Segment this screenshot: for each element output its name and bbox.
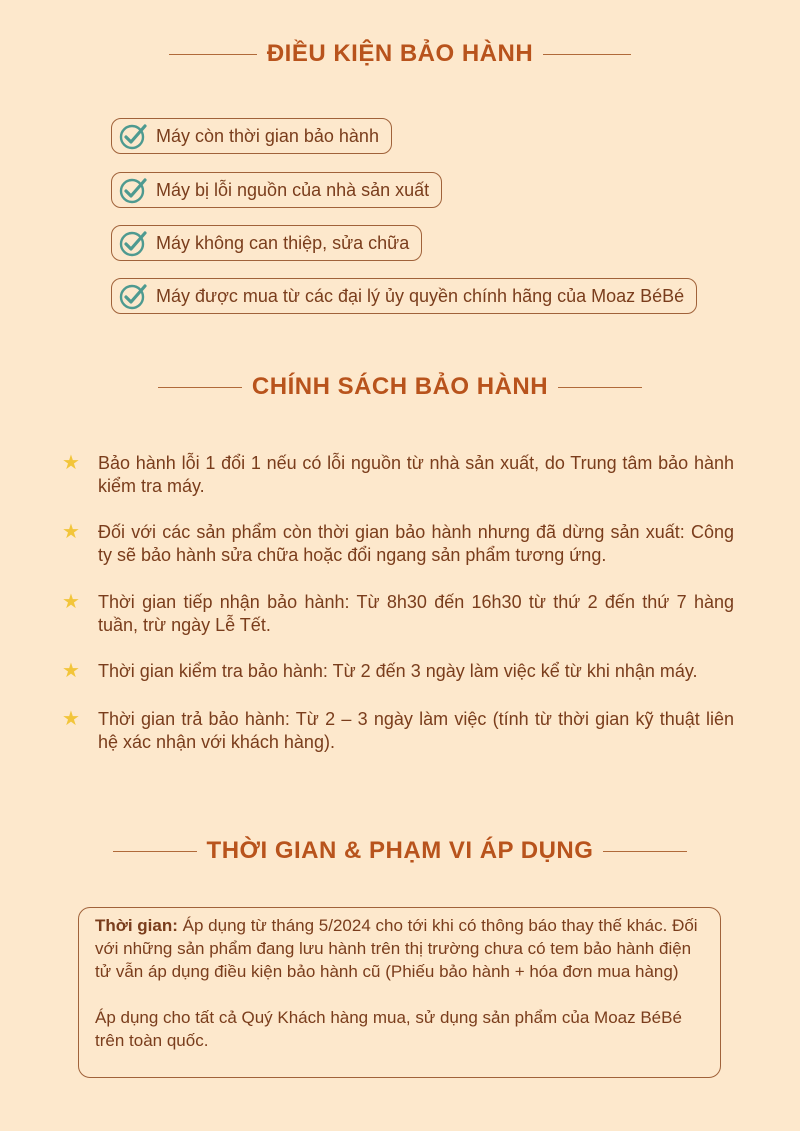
scope-paragraph-2: Áp dụng cho tất cả Quý Khách hàng mua, sử dụng sản phẩm của Moaz BéBé trên toàn quốc. [95, 1008, 682, 1050]
section-title-conditions: ĐIỀU KIỆN BẢO HÀNH [266, 40, 534, 67]
divider-right [603, 851, 687, 852]
divider-left [158, 387, 242, 388]
section-title-scope: THỜI GIAN & PHẠM VI ÁP DỤNG [206, 837, 594, 864]
section-title-policy: CHÍNH SÁCH BẢO HÀNH [251, 373, 549, 400]
policy-text: Bảo hành lỗi 1 đổi 1 nếu có lỗi nguồn từ nhà sản xuất, do Trung tâm bảo hành kiểm tra máy. [98, 453, 734, 496]
policy-text: Đối với các sản phẩm còn thời gian bảo hành nhưng đã dừng sản xuất: Công ty sẽ bảo hành sửa chữa hoặc đổi ngang sản phẩm tương ứng. [98, 522, 734, 565]
check-circle-icon [118, 228, 148, 258]
time-text: Áp dụng từ tháng 5/2024 cho tới khi có thông báo thay thế khác. Đối với những sản phẩm đang lưu hành trên thị trường chưa có tem bảo hành điện tử vẫn áp dụng điều kiện bảo hành cũ (Phiếu bảo hành + hóa đơn mua hàng) [95, 916, 698, 981]
divider-left [113, 851, 197, 852]
star-icon: ★ [62, 591, 80, 613]
policy-item [62, 521, 734, 567]
policy-text: Thời gian trả bảo hành: Từ 2 – 3 ngày làm việc (tính từ thời gian kỹ thuật liên hệ xác nhận với khách hàng). [98, 709, 734, 752]
divider-right [558, 387, 642, 388]
policy-text: Thời gian kiểm tra bảo hành: Từ 2 đến 3 ngày làm việc kể từ khi nhận máy. [98, 661, 698, 681]
condition-text: Máy còn thời gian bảo hành [156, 125, 379, 146]
star-icon: ★ [62, 521, 80, 543]
section-header-policy [0, 373, 800, 401]
check-circle-icon [118, 175, 148, 205]
scope-paragraph-1 [95, 914, 706, 983]
condition-item [111, 172, 442, 208]
section-header-conditions [0, 40, 800, 68]
condition-text: Máy bị lỗi nguồn của nhà sản xuất [156, 179, 430, 200]
check-circle-icon [118, 281, 148, 311]
divider-right [543, 54, 631, 55]
policy-text: Thời gian tiếp nhận bảo hành: Từ 8h30 đến 16h30 từ thứ 2 đến thứ 7 hàng tuần, trừ ngày Lễ Tết. [98, 592, 734, 635]
policy-item [62, 660, 734, 683]
star-icon: ★ [62, 660, 80, 682]
policy-item [62, 591, 734, 637]
policy-item [62, 452, 734, 498]
condition-item [111, 118, 392, 154]
scope-info-box [78, 907, 721, 1078]
condition-text: Máy không can thiệp, sửa chữa [156, 232, 410, 253]
divider-left [169, 54, 257, 55]
check-circle-icon [118, 121, 148, 151]
star-icon: ★ [62, 708, 80, 730]
time-label: Thời gian: [95, 916, 178, 935]
policy-item [62, 708, 734, 754]
condition-item [111, 225, 422, 261]
condition-text: Máy được mua từ các đại lý ủy quyền chính hãng của Moaz BéBé [156, 285, 685, 306]
star-icon: ★ [62, 452, 80, 474]
condition-item [111, 278, 697, 314]
section-header-scope [0, 837, 800, 865]
